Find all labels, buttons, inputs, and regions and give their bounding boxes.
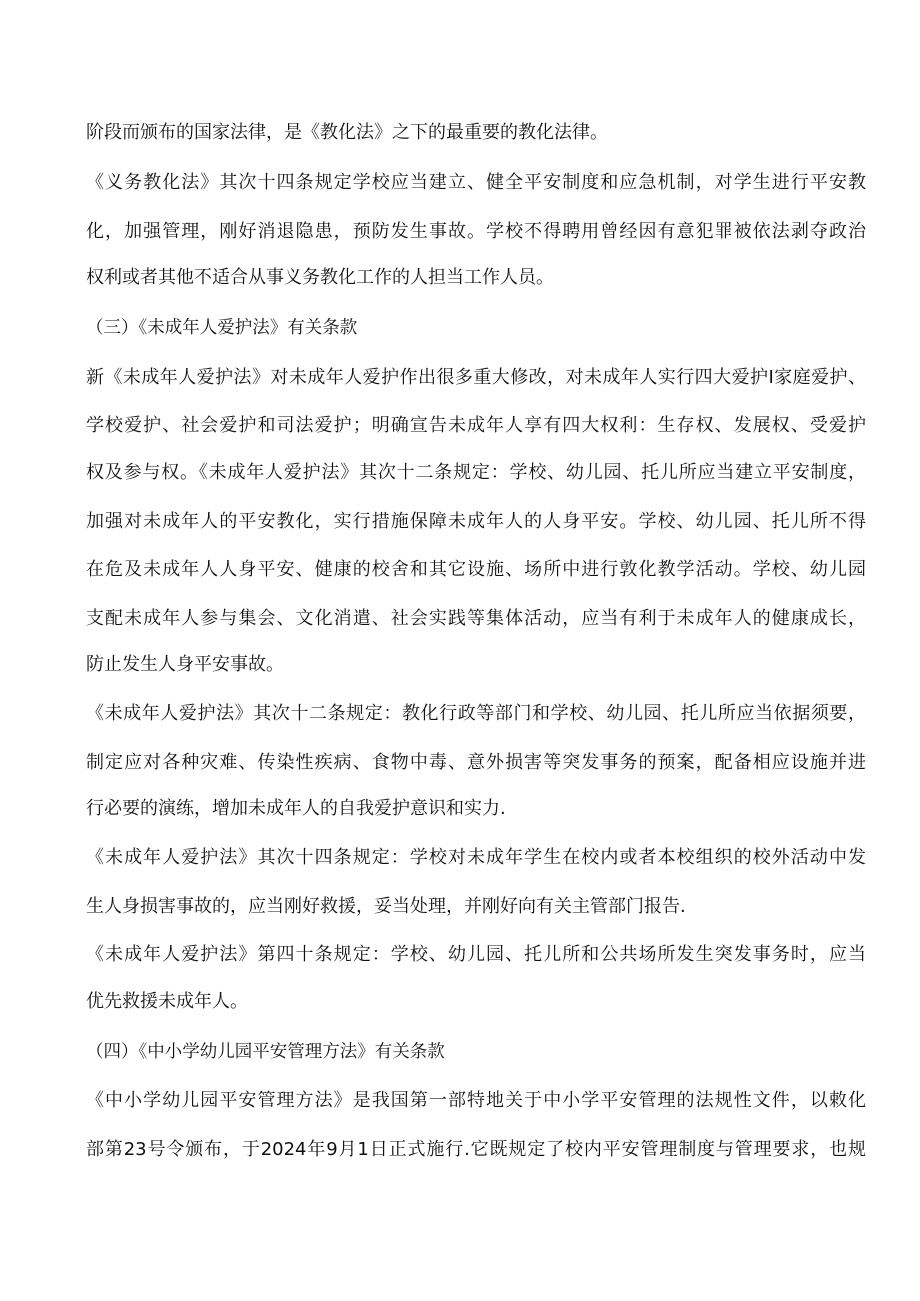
paragraph-line: 《未成年人爱护法》第四十条规定：学校、幼儿园、托儿所和公共场所发生突发事务时，应当 [86,944,866,965]
paragraph-line: 加强对未成年人的平安教化，实行措施保障未成年人的人身平安。学校、幼儿园、托儿所不得 [86,511,866,532]
paragraph-line: 《未成年人爱护法》其次十四条规定：学校对未成年学生在校内或者本校组织的校外活动中发 [86,847,866,868]
paragraph-line: 制定应对各种灾难、传染性疾病、食物中毒、意外损害等突发事务的预案，配备相应设施并进 [86,752,866,773]
paragraph-line: 生人身损害事故的，应当刚好救援，妥当处理，并刚好向有关主管部门报告. [86,896,686,917]
paragraph-line: 防止发生人身平安事故。 [86,654,284,675]
paragraph-line: 学校爱护、社会爱护和司法爱护；明确宣告未成年人享有四大权利：生存权、发展权、受爱护 [86,415,866,436]
paragraph-line: 化，加强管理，刚好消退隐患，预防发生事故。学校不得聘用曾经因有意犯罪被依法剥夺政治 [86,221,866,242]
paragraph-line: 《义务教化法》其次十四条规定学校应当建立、健全平安制度和应急机制，对学生进行平安教 [86,172,866,193]
section-heading: （三）《未成年人爱护法》有关条款 [86,318,358,338]
paragraph-line: 新《未成年人爱护法》对未成年人爱护作出很多重大修改，对未成年人实行四大爱护I家庭爱护、 [86,367,866,388]
paragraph-line: 部第23号令颁布，于2024年9月1日正式施行.它既规定了校内平安管理制度与管理要求，也规 [86,1139,866,1160]
paragraph-line: 权及参与权。《未成年人爱护法》其次十二条规定：学校、幼儿园、托儿所应当建立平安制度， [86,462,866,483]
paragraph-line: 支配未成年人参与集会、文化消遣、社会实践等集体活动，应当有利于未成年人的健康成长， [86,608,866,629]
paragraph-line: 优先救援未成年人。 [86,991,248,1012]
paragraph-line: 《未成年人爱护法》其次十二条规定：教化行政等部门和学校、幼儿园、托儿所应当依据须要， [86,703,866,724]
section-heading: （四）《中小学幼儿园平安管理方法》有关条款 [86,1042,445,1062]
paragraph-line: 在危及未成年人人身平安、健康的校舍和其它设施、场所中进行敦化教学活动。学校、幼儿园 [86,559,866,580]
paragraph-line: 阶段而颁布的国家法律，是《教化法》之下的最重要的教化法律。 [86,122,608,143]
paragraph-line: 权利或者其他不适合从事义务教化工作的人担当工作人员。 [86,267,554,288]
paragraph-line: 行必要的演练，增加未成年人的自我爱护意识和实力. [86,798,506,819]
paragraph-line: 《中小学幼儿园平安管理方法》是我国第一部特地关于中小学平安管理的法规性文件，以敕化 [86,1090,866,1111]
